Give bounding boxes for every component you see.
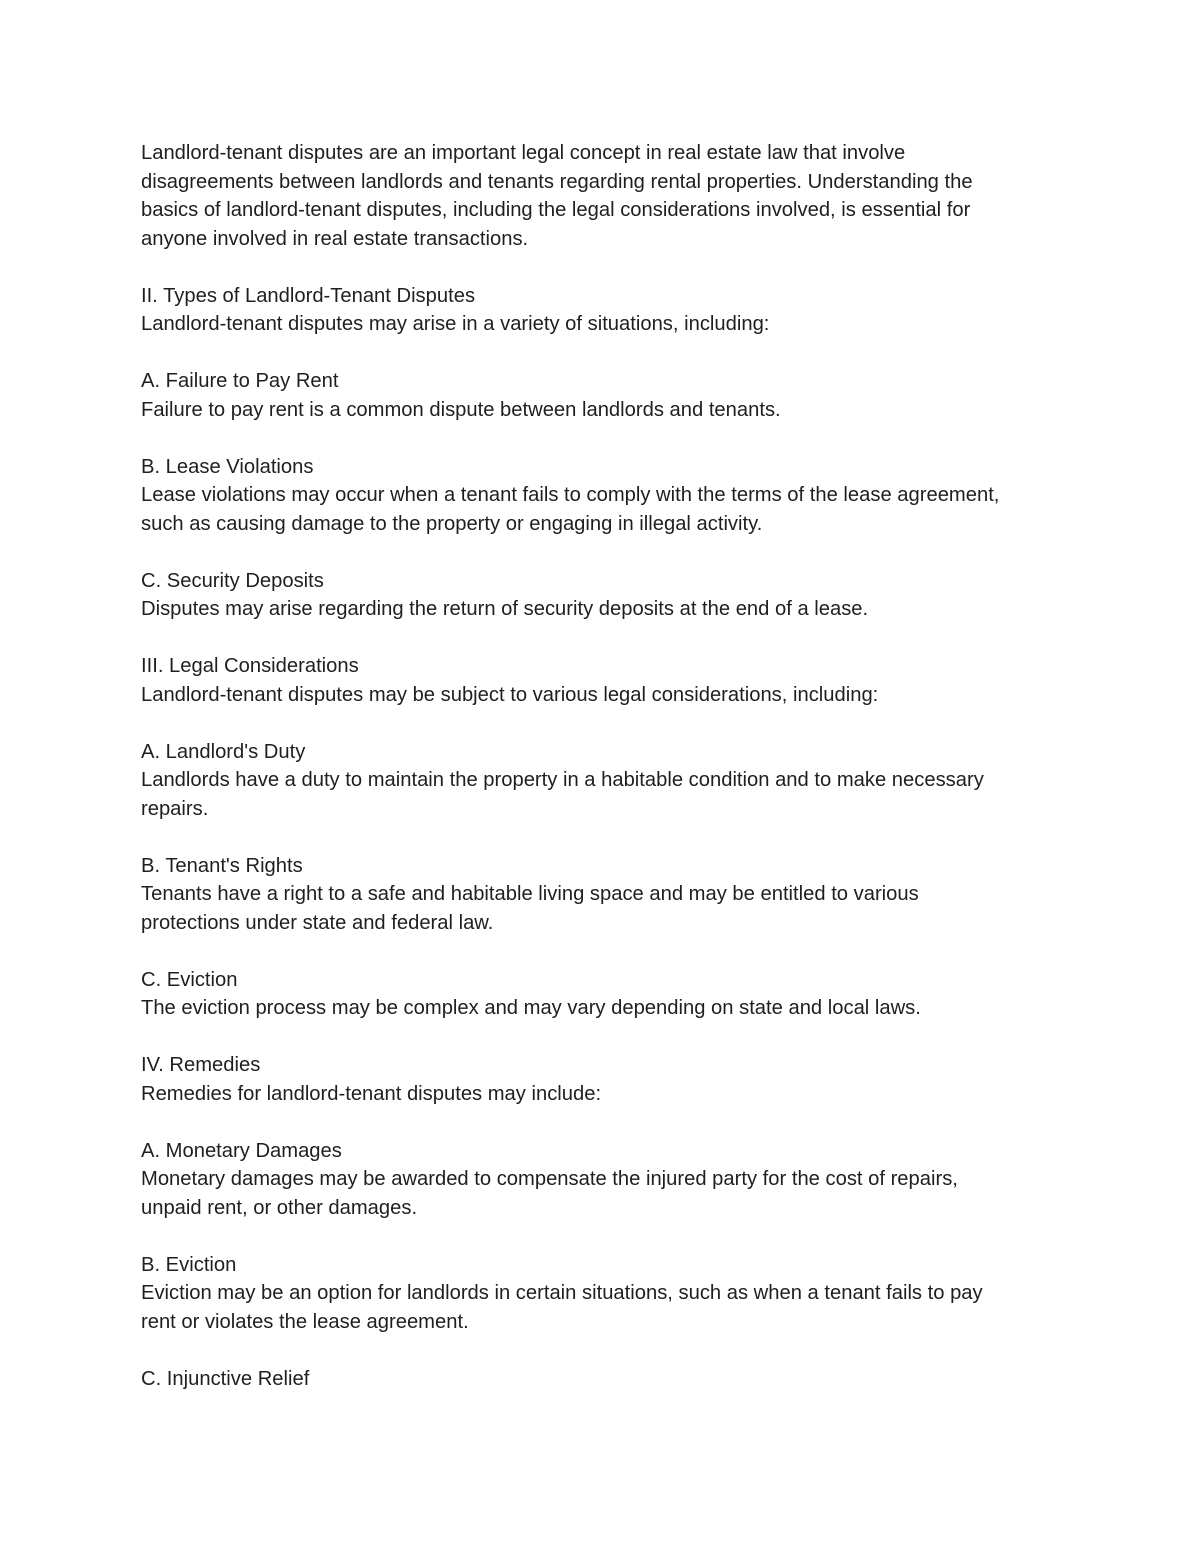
subsection-heading: B. Lease Violations (141, 455, 314, 478)
subsection-lease-violations (141, 453, 1071, 539)
subsection-monetary-damages (141, 1137, 1071, 1223)
text-line: Eviction may be an option for landlords in certain situations, such as when a tenant fails to pay (141, 1282, 983, 1304)
text-line: such as causing damage to the property or engaging in illegal activity. (141, 512, 763, 535)
subsection-heading: B. Tenant's Rights (141, 854, 303, 877)
subsection-security-deposits (141, 567, 1071, 624)
text-line: anyone involved in real estate transactions. (141, 227, 529, 250)
text-line: protections under state and federal law. (141, 911, 494, 934)
text-line: Landlord-tenant disputes are an important legal concept in real estate law that involve (141, 142, 906, 164)
section-types-of-disputes (141, 282, 1071, 339)
section-remedies (141, 1051, 1071, 1108)
text-line: Landlord-tenant disputes may be subject to various legal considerations, including: (141, 683, 879, 706)
text-line: Landlords have a duty to maintain the property in a habitable condition and to make necessary (141, 769, 984, 791)
text-line: repairs. (141, 797, 209, 820)
subsection-heading: C. Injunctive Relief (141, 1367, 310, 1390)
text-line: Remedies for landlord-tenant disputes may include: (141, 1082, 602, 1105)
subsection-failure-to-pay-rent (141, 367, 1071, 424)
text-line: Failure to pay rent is a common dispute between landlords and tenants. (141, 398, 781, 421)
subsection-heading: A. Failure to Pay Rent (141, 370, 339, 392)
subsection-heading: B. Eviction (141, 1253, 237, 1276)
text-line: disagreements between landlords and tenants regarding rental properties. Understanding the (141, 170, 973, 193)
subsection-landlords-duty (141, 738, 1071, 824)
text-line: rent or violates the lease agreement. (141, 1310, 469, 1333)
subsection-heading: A. Monetary Damages (141, 1139, 342, 1162)
subsection-heading: C. Security Deposits (141, 569, 324, 592)
section-heading: II. Types of Landlord-Tenant Disputes (141, 284, 476, 307)
text-line: unpaid rent, or other damages. (141, 1196, 418, 1219)
text-line: The eviction process may be complex and may vary depending on state and local laws. (141, 997, 921, 1019)
section-heading: III. Legal Considerations (141, 655, 359, 677)
text-line: Lease violations may occur when a tenant fails to comply with the terms of the lease agreement, (141, 484, 1000, 506)
intro-paragraph (141, 139, 1071, 253)
subsection-injunctive-relief (141, 1365, 1071, 1394)
subsection-tenants-rights (141, 852, 1071, 938)
subsection-eviction-process (141, 966, 1071, 1023)
text-line: Monetary damages may be awarded to compensate the injured party for the cost of repairs, (141, 1168, 958, 1190)
section-heading: IV. Remedies (141, 1054, 261, 1076)
subsection-heading: C. Eviction (141, 968, 238, 991)
section-legal-considerations (141, 652, 1071, 709)
document-page (141, 139, 1071, 1422)
text-line: Tenants have a right to a safe and habitable living space and may be entitled to various (141, 883, 919, 905)
text-line: basics of landlord-tenant disputes, including the legal considerations involved, is essential for (141, 199, 971, 221)
text-line: Disputes may arise regarding the return of security deposits at the end of a lease. (141, 598, 869, 620)
subsection-eviction-remedy (141, 1251, 1071, 1337)
subsection-heading: A. Landlord's Duty (141, 740, 306, 763)
text-line: Landlord-tenant disputes may arise in a variety of situations, including: (141, 313, 770, 335)
